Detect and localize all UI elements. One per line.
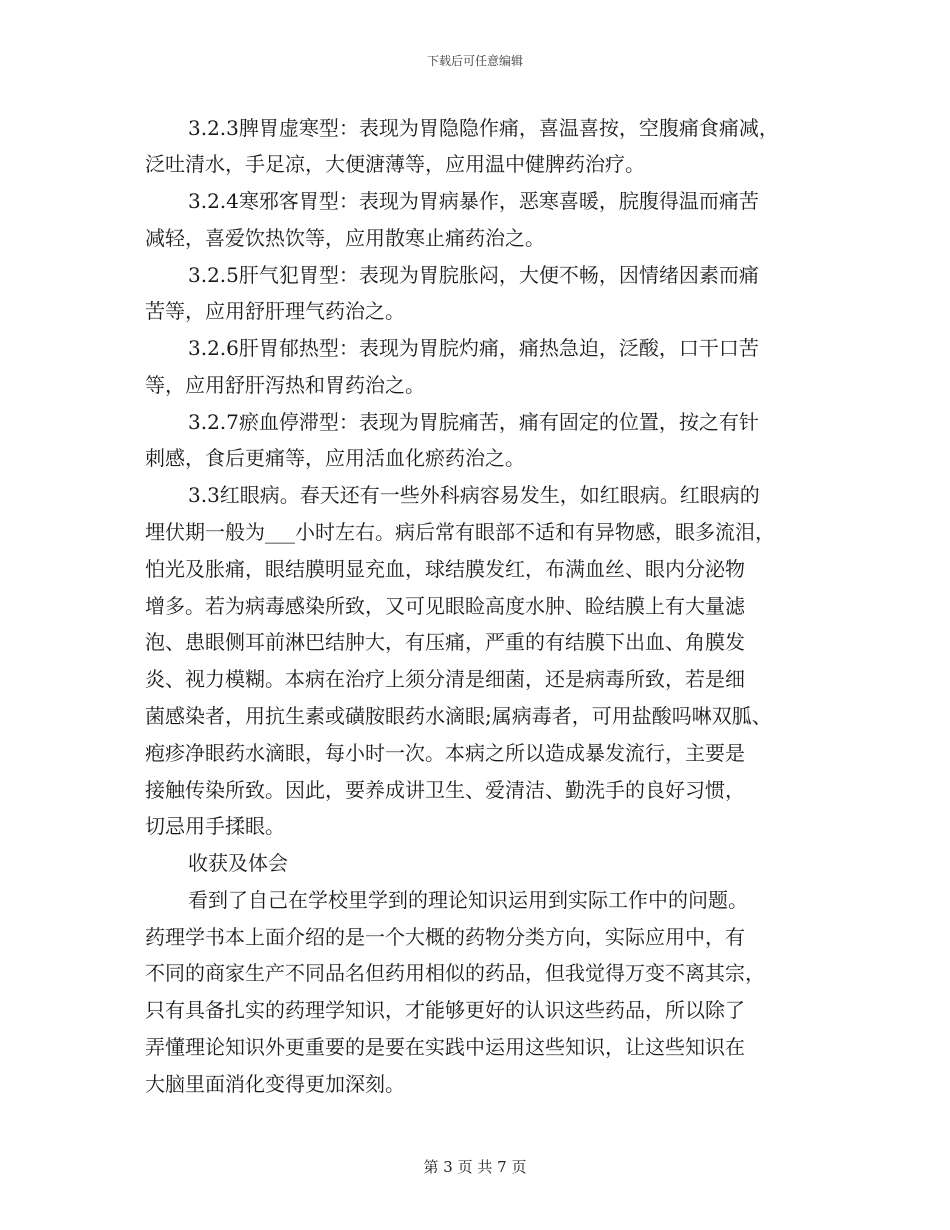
page-header: 下载后可任意编辑 bbox=[426, 54, 523, 68]
text-line: 埋伏期一般为___小时左右。病后常有眼部不适和有异物感，眼多流泪， bbox=[145, 520, 775, 544]
text-line: 苦等，应用舒肝理气药治之。 bbox=[145, 299, 405, 323]
text-line: 切忌用手揉眼。 bbox=[145, 814, 285, 838]
text-line: 3.2.5肝气犯胃型：表现为胃脘胀闷，大便不畅，因情绪因素而痛 bbox=[188, 263, 759, 287]
text-line: 3.2.6肝胃郁热型：表现为胃脘灼痛，痛热急迫，泛酸，口干口苦 bbox=[188, 336, 759, 360]
text-line: 只有具备扎实的药理学知识，才能够更好的认识这些药品，所以除了 bbox=[145, 998, 745, 1022]
text-line: 不同的商家生产不同品名但药用相似的药品，但我觉得万变不离其宗， bbox=[145, 961, 765, 985]
text-line: 大脑里面消化变得更加深刻。 bbox=[145, 1072, 405, 1096]
text-line: 泛吐清水，手足凉，大便溏薄等，应用温中健脾药治疗。 bbox=[145, 152, 645, 176]
text-line: 3.2.3脾胃虚寒型：表现为胃隐隐作痛，喜温喜按，空腹痛食痛减， bbox=[188, 116, 779, 140]
text-line: 炎、视力模糊。本病在治疗上须分清是细菌，还是病毒所致，若是细 bbox=[145, 667, 745, 691]
text-line: 3.2.7瘀血停滞型：表现为胃脘痛苦，痛有固定的位置，按之有针 bbox=[188, 410, 759, 434]
text-line: 接触传染所致。因此，要养成讲卫生、爱清洁、勤洗手的良好习惯， bbox=[145, 778, 745, 802]
text-line: 菌感染者，用抗生素或磺胺眼药水滴眼;属病毒者，可用盐酸吗啉双胍、 bbox=[145, 704, 772, 728]
text-line: 3.2.4寒邪客胃型：表现为胃病暴作，恶寒喜暖，脘腹得温而痛苦 bbox=[188, 189, 759, 213]
page-footer: 第 3 页 共 7 页 bbox=[423, 1158, 527, 1176]
text-line: 增多。若为病毒感染所致，又可见眼睑高度水肿、睑结膜上有大量滤 bbox=[145, 594, 745, 618]
text-line: 减轻，喜爱饮热饮等，应用散寒止痛药治之。 bbox=[145, 226, 545, 250]
text-line: 药理学书本上面介绍的是一个大概的药物分类方向，实际应用中，有 bbox=[145, 925, 745, 949]
text-line: 3.3红眼病。春天还有一些外科病容易发生，如红眼病。红眼病的 bbox=[188, 483, 760, 507]
text-line: 泡、患眼侧耳前淋巴结肿大，有压痛，严重的有结膜下出血、角膜发 bbox=[145, 630, 745, 654]
section-heading: 收获及体会 bbox=[188, 851, 288, 875]
text-line: 疱疹净眼药水滴眼，每小时一次。本病之所以造成暴发流行，主要是 bbox=[145, 741, 745, 765]
text-line: 等，应用舒肝泻热和胃药治之。 bbox=[145, 373, 425, 397]
text-line: 怕光及胀痛，眼结膜明显充血，球结膜发红，布满血丝、眼内分泌物 bbox=[145, 557, 745, 581]
text-line: 看到了自己在学校里学到的理论知识运用到实际工作中的问题。 bbox=[188, 888, 748, 912]
text-line: 刺感，食后更痛等，应用活血化瘀药治之。 bbox=[145, 446, 525, 470]
text-line: 弄懂理论知识外更重要的是要在实践中运用这些知识，让这些知识在 bbox=[145, 1035, 745, 1059]
